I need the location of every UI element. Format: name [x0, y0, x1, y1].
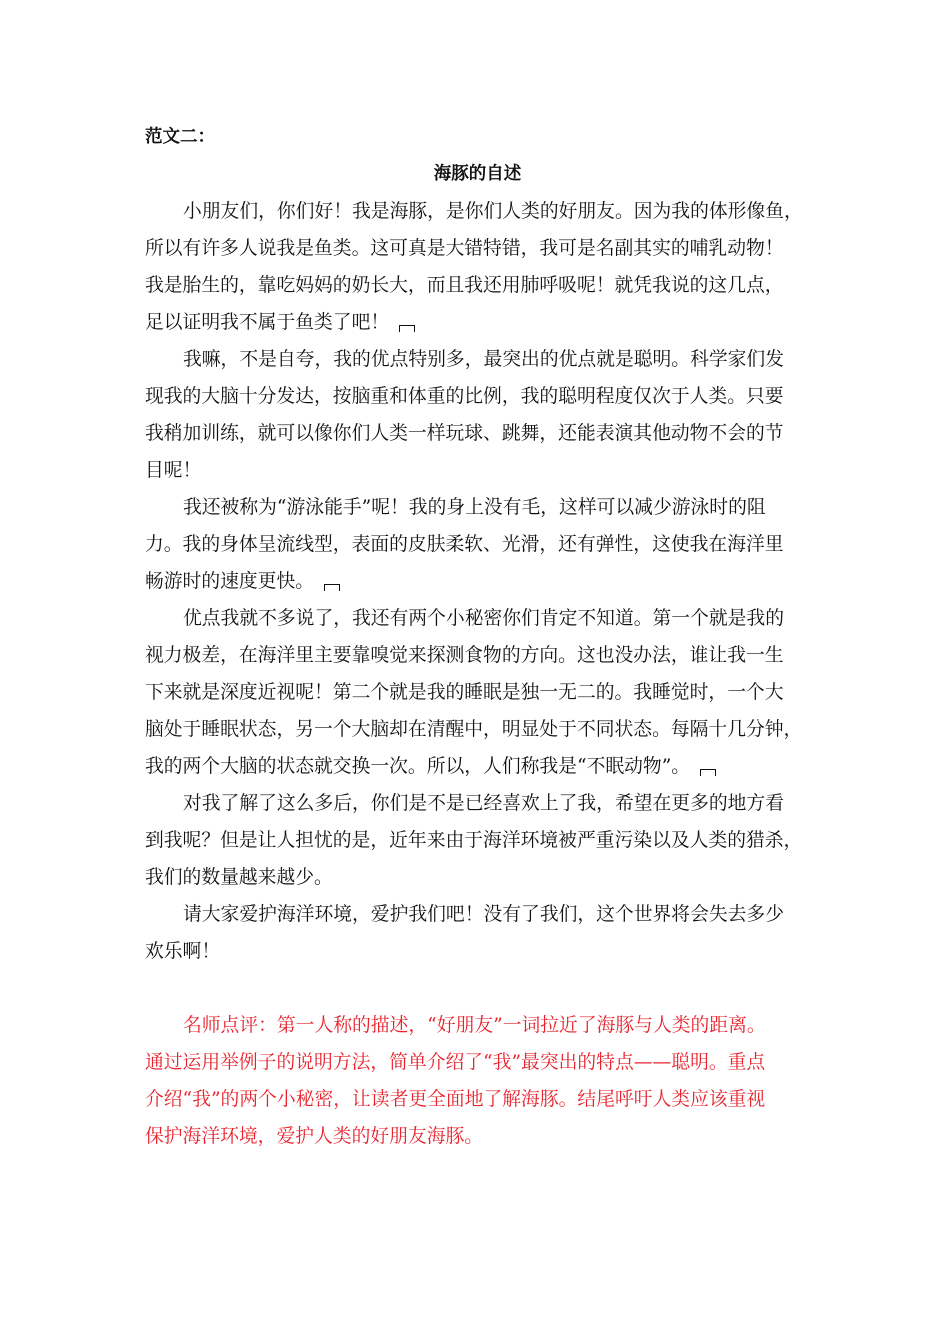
line-text: 我是胎生的，靠吃妈妈的奶长大，而且我还用肺呼吸呢！就凭我说的这几点， — [145, 275, 784, 296]
paragraph — [145, 896, 810, 970]
paragraph-mark-icon — [324, 584, 340, 591]
paragraph-line — [145, 452, 810, 489]
line-text: 我稍加训练，就可以像你们人类一样玩球、跳舞，还能表演其他动物不会的节 — [145, 423, 784, 444]
paragraph-line — [145, 748, 810, 785]
line-text: 力。我的身体呈流线型，表面的皮肤柔软、光滑，还有弹性，这使我在海洋里 — [145, 534, 784, 555]
line-text: 到我呢？但是让人担忧的是，近年来由于海洋环境被严重污染以及人类的猎杀， — [145, 830, 803, 851]
line-text: 脑处于睡眠状态，另一个大脑却在清醒中，明显处于不同状态。每隔十几分钟， — [145, 719, 803, 740]
paragraph-mark-icon — [700, 769, 716, 776]
paragraph-line — [145, 822, 810, 859]
line-text: 请大家爱护海洋环境，爱护我们吧！没有了我们，这个世界将会失去多少 — [183, 904, 784, 925]
line-text: 畅游时的速度更快。 — [145, 571, 315, 592]
paragraph-line — [145, 896, 810, 933]
document-page — [145, 119, 810, 1155]
line-text: 现我的大脑十分发达，按脑重和体重的比例，我的聪明程度仅次于人类。只要 — [145, 386, 784, 407]
line-text: 下来就是深度近视呢！第二个就是我的睡眠是独一无二的。我睡觉时，一个大 — [145, 682, 784, 703]
paragraph-line — [145, 267, 810, 304]
paragraph-line — [145, 304, 810, 341]
essay-body — [145, 193, 810, 970]
comment-line: 保护海洋环境，爱护人类的好朋友海豚。 — [145, 1126, 484, 1147]
paragraph — [145, 489, 810, 600]
paragraph — [145, 785, 810, 896]
comment-line: 介绍“我”的两个小秘密，让读者更全面地了解海豚。结尾呼吁人类应该重视 — [145, 1089, 766, 1110]
line-text: 所以有许多人说我是鱼类。这可真是大错特错，我可是名副其实的哺乳动物！ — [145, 238, 784, 259]
paragraph-line — [145, 785, 810, 822]
line-text: 我们的数量越来越少。 — [145, 867, 333, 888]
paragraph-line — [145, 563, 810, 600]
comment-line: 通过运用举例子的说明方法，简单介绍了“我”最突出的特点——聪明。重点 — [145, 1052, 766, 1073]
line-text: 目呢！ — [145, 460, 202, 481]
paragraph-line — [145, 415, 810, 452]
paragraph-line — [145, 674, 810, 711]
line-text: 欢乐啊！ — [145, 941, 221, 962]
line-text: 我嘛，不是自夸，我的优点特别多，最突出的优点就是聪明。科学家们发 — [183, 349, 784, 370]
spacer — [145, 970, 810, 1007]
paragraph-line — [145, 600, 810, 637]
paragraph-line — [145, 193, 810, 230]
section-heading: 范文二： — [145, 127, 215, 147]
paragraph-line — [145, 711, 810, 748]
paragraph — [145, 600, 810, 785]
line-text: 小朋友们，你们好！我是海豚，是你们人类的好朋友。因为我的体形像鱼， — [183, 201, 803, 222]
essay-title: 海豚的自述 — [433, 164, 522, 184]
paragraph-line — [145, 933, 810, 970]
line-text: 优点我就不多说了，我还有两个小秘密你们肯定不知道。第一个就是我的 — [183, 608, 784, 629]
line-text: 视力极差，在海洋里主要靠嗅觉来探测食物的方向。这也没办法，谁让我一生 — [145, 645, 784, 666]
teacher-comment — [145, 1007, 810, 1155]
paragraph-line — [145, 230, 810, 267]
paragraph-line — [145, 378, 810, 415]
paragraph-line — [145, 859, 810, 896]
paragraph-line — [145, 489, 810, 526]
paragraph-line — [145, 526, 810, 563]
line-text: 对我了解了这么多后，你们是不是已经喜欢上了我，希望在更多的地方看 — [183, 793, 784, 814]
paragraph — [145, 193, 810, 341]
line-text: 我的两个大脑的状态就交换一次。所以，人们称我是“不眠动物”。 — [145, 756, 691, 777]
paragraph-line — [145, 637, 810, 674]
paragraph — [145, 341, 810, 489]
line-text: 我还被称为“游泳能手”呢！我的身上没有毛，这样可以减少游泳时的阻 — [183, 497, 766, 518]
paragraph-line — [145, 341, 810, 378]
comment-line: 名师点评：第一人称的描述，“好朋友”一词拉近了海豚与人类的距离。 — [183, 1015, 766, 1036]
line-text: 足以证明我不属于鱼类了吧！ — [145, 312, 390, 333]
paragraph-mark-icon — [399, 325, 415, 332]
